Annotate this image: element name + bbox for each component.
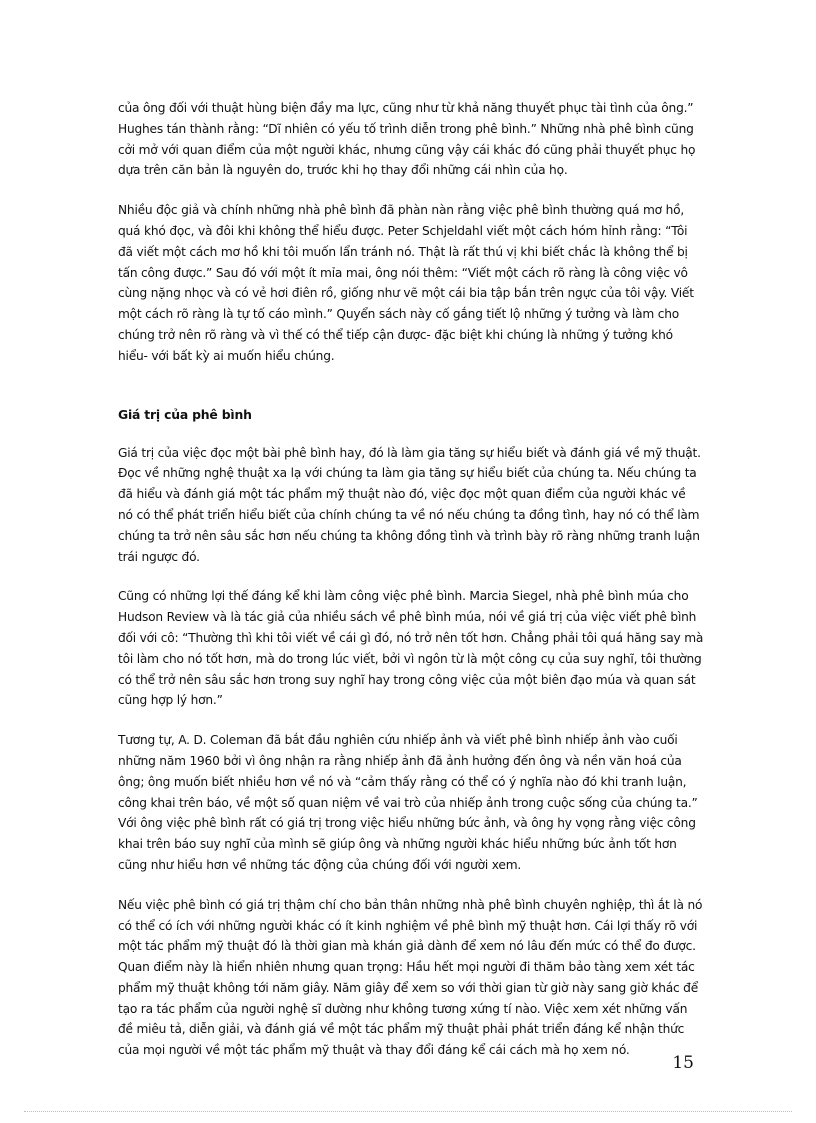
body-text <box>118 98 704 1080</box>
paragraph-viewing-time: Nếu việc phê bình có giá trị thậm chí cho bản thân những nhà phê bình chuyên nghiệp, thì ắt là nó có thể có ích với những người khác có ít kinh nghiệm về phê bình mỹ thuật hơn. Cái lợi thấy rõ với một tác phẩm mỹ thuật đó là thời gian mà khán giả dành để xem nó lâu đến mức có thể đo được. Quan điểm này là hiển nhiên nhưng quan trọng: Hầu hết mọi người đi thăm bảo tàng xem xét tác phẩm mỹ thuật không tới năm giây. Năm giây để xem so với thời gian từ giờ này sang giờ khác để tạo ra tác phẩm của người nghệ sĩ dường như không tương xứng tí nào. Việc xem xét những vấn đề miêu tả, diễn giải, và đánh giá về một tác phẩm mỹ thuật phải phát triển đáng kể nhận thức của mọi người về một tác phẩm mỹ thuật và thay đổi đáng kể cái cách mà họ xem nó. <box>118 897 703 1058</box>
paragraph-siegel: Cũng có những lợi thế đáng kể khi làm công việc phê bình. Marcia Siegel, nhà phê bình múa cho Hudson Review và là tác giả của nhiều sách về phê bình múa, nói về giá trị của việc viết phê bình đối với cô: “Thường thì khi tôi viết về cái gì đó, nó trở nên tốt hơn. Chẳng phải tôi quá hăng say mà tôi làm cho nó tốt hơn, mà do trong lúc viết, bởi vì ngôn từ là một công cụ của suy nghĩ, tôi thường có thể trở nên sâu sắc hơn trong suy nghĩ hay trong công việc của một biên đạo múa và quan sát cũng hợp lý hơn.” <box>118 589 704 708</box>
page-bottom-rule <box>24 1111 792 1112</box>
paragraph-schjeldahl: Nhiều độc giả và chính những nhà phê bình đã phàn nàn rằng việc phê bình thường quá mơ hồ, quá khó đọc, và đôi khi không thể hiểu được. Peter Schjeldahl viết một cách hóm hỉnh rằng: “Tôi đã viết một cách mơ hồ khi tôi muốn lẩn tránh nó. Thật là rất thú vị khi biết chắc là không thể bị tấn công được.” Sau đó với một ít mỉa mai, ông nói thêm: “Viết một cách rõ ràng là công việc vô cùng nặng nhọc và có vẻ hơi điên rồ, giống như vẽ một cái bia tập bắn trên ngực của tôi vậy. Viết một cách rõ ràng là tự tố cáo mình.” Quyển sách này cố gắng tiết lộ những ý tưởng và làm cho chúng trở nên rõ ràng và vì thế có thể tiếp cận được- đặc biệt khi chúng là những ý tưởng khó hiểu- với bất kỳ ai muốn hiểu chúng. <box>118 203 694 363</box>
paragraph-value-of-reading: Giá trị của việc đọc một bài phê bình hay, đó là làm gia tăng sự hiểu biết và đánh giá về mỹ thuật. Đọc về những nghệ thuật xa lạ với chúng ta làm gia tăng sự hiểu biết của chúng ta. Nếu chúng ta đã hiểu và đánh giá một tác phẩm mỹ thuật nào đó, việc đọc một quan điểm của người khác về nó có thể phát triển hiểu biết của chính chúng ta về nó nếu chúng ta đồng tình, hay nó có thể làm chúng ta trở nên sâu sắc hơn nếu chúng ta không đồng tình và trình bày rõ ràng những tranh luận trái ngược đó. <box>118 445 701 564</box>
page-number: 15 <box>672 1053 694 1073</box>
section-heading: Giá trị của phê bình <box>118 406 252 422</box>
paragraph-coleman: Tương tự, A. D. Coleman đã bắt đầu nghiên cứu nhiếp ảnh và viết phê bình nhiếp ảnh vào cuối những năm 1960 bởi vì ông nhận ra rằng nhiếp ảnh đã ảnh hưởng đến ông và nền văn hoá của ông; ông muốn biết nhiều hơn về nó và “cảm thấy rằng có thể có ý nghĩa nào đó khi tranh luận, công khai trên báo, về một số quan niệm về vai trò của nhiếp ảnh trong cuộc sống của chúng ta.” Với ông việc phê bình rất có giá trị trong việc hiểu những bức ảnh, và ông hy vọng rằng việc công khai trên báo suy nghĩ của mình sẽ giúp ông và những người khác hiểu những bức ảnh tốt hơn cũng như hiểu hơn về những tác động của chúng đối với người xem. <box>118 733 698 872</box>
paragraph-hughes: của ông đối với thuật hùng biện đầy ma lực, cũng như từ khả năng thuyết phục tài tình của ông.” Hughes tán thành rằng: “Dĩ nhiên có yếu tố trình diễn trong phê bình.” Những nhà phê bình cũng cởi mở với quan điểm của một người khác, nhưng cũng vậy cái khác đó cũng phải thuyết phục họ dựa trên căn bản là nguyên do, trước khi họ thay đổi những cái nhìn của họ. <box>118 101 696 178</box>
